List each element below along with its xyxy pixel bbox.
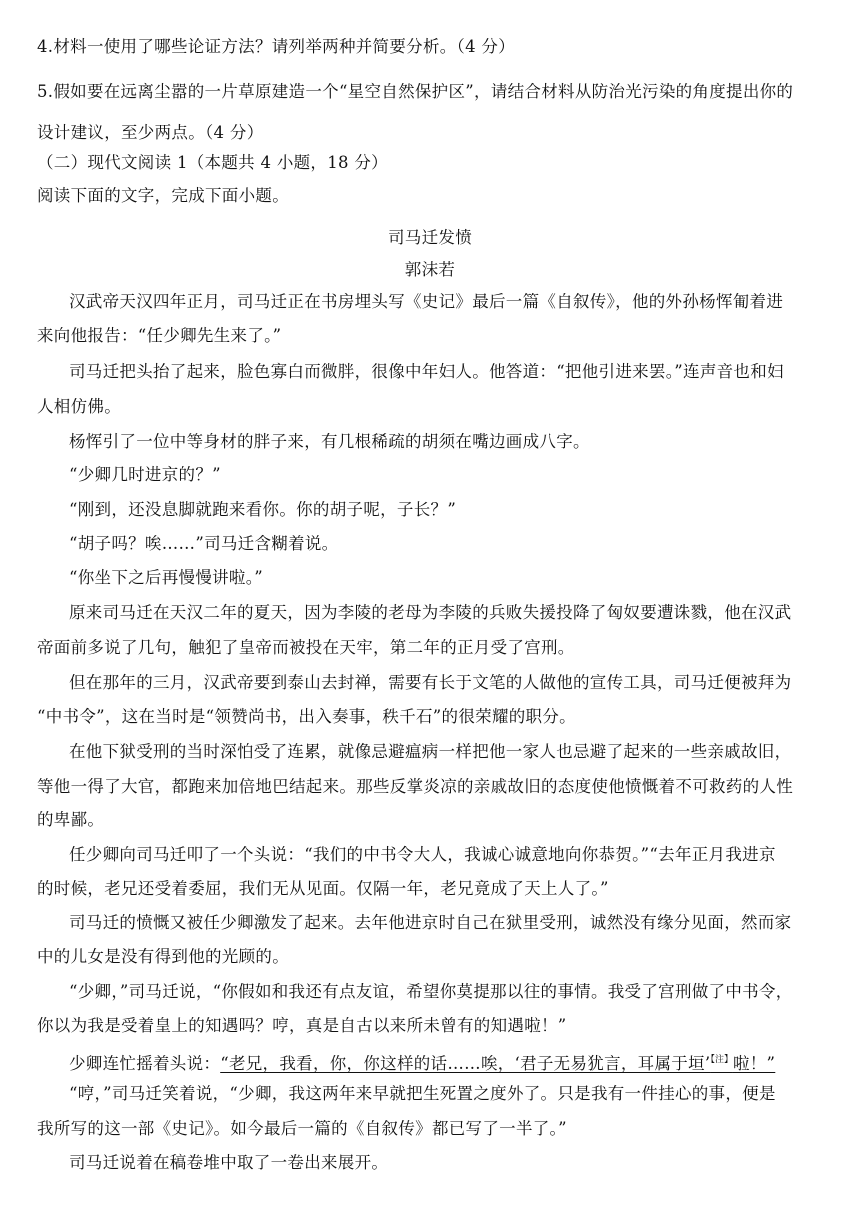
annotation-marker: 【注】 (710, 1055, 733, 1065)
paragraph-line: 司马迁把头抬了起来，脸色寡白而微胖，很像中年妇人。他答道：“把他引进来罢。”连声音也和妇 (69, 362, 784, 381)
paragraph-line: 汉武帝天汉四年正月，司马迁正在书房埋头写《史记》最后一篇《自叙传》，他的外孙杨恽匍着进 (69, 292, 784, 311)
paragraph-line: 我所写的这一部《史记》。如今最后一篇的《自叙传》都已写了一半了。” (37, 1119, 567, 1138)
paragraph-line: 但在那年的三月，汉武帝要到泰山去封禅，需要有长于文笔的人做他的宣传工具，司马迁便被拜为 (69, 673, 792, 692)
paragraph-line: 帝面前多说了几句，触犯了皇帝而被投在天牢，第二年的正月受了宫刑。 (37, 638, 575, 657)
paragraph-line: 原来司马迁在天汉二年的夏天，因为李陵的老母为李陵的兵败失援投降了匈奴要遭诛戮，他在汉武 (69, 603, 792, 622)
paragraph-line: 你以为我是受着皇上的知遇吗？哼，真是自古以来所未曾有的知遇啦！” (37, 1016, 567, 1035)
paragraph-line: 在他下狱受刑的当时深怕受了连累，就像忌避瘟病一样把他一家人也忌避了起来的一些亲戚故旧， (69, 742, 792, 761)
paragraph-line: “中书令”，这在当时是“领赞尚书，出入奏事，秩千石”的很荣耀的职分。 (37, 707, 576, 726)
question-5-cont: 设计建议，至少两点。（4 分） (37, 123, 264, 142)
paragraph-line: 司马迁的愤慨又被任少卿激发了起来。去年他进京时自己在狱里受刑，诚然没有缘分见面，然而家 (69, 913, 792, 932)
paragraph-line: 等他一得了大官，都跑来加倍地巴结起来。那些反掌炎凉的亲戚故旧的态度使他愤慨着不可救药的人性 (37, 777, 793, 796)
paragraph-line: “刚到，还没息脚就跑来看你。你的胡子呢，子长？” (69, 500, 457, 519)
article-title: 司马迁发愤 (388, 228, 472, 247)
underlined-quote-b: 啦！” (732, 1054, 776, 1073)
paragraph-line: “胡子吗？唉……”司马迁含糊着说。 (69, 534, 339, 553)
question-5: 5.假如要在远离尘嚣的一片草原建造一个“星空自然保护区”，请结合材料从防治光污染的角度提出你的 (37, 82, 794, 101)
paragraph-line: 的卑鄙。 (37, 810, 105, 829)
paragraph-line: “哼，”司马迁笑着说，“少卿，我这两年来早就把生死置之度外了。只是我有一件挂心的事，便是 (69, 1084, 776, 1103)
paragraph-line: 中的儿女是没有得到他的光顾的。 (37, 947, 289, 966)
paragraph-line: “少卿，”司马迁说，“你假如和我还有点友谊，希望你莫提那以往的事情。我受了宫刑做了中书令， (69, 982, 793, 1001)
section-heading: （二）现代文阅读 1（本题共 4 小题，18 分） (37, 153, 388, 172)
paragraph-line: 任少卿向司马迁叩了一个头说：“我们的中书令大人，我诚心诚意地向你恭贺。”“去年正月我进京 (69, 845, 776, 864)
paragraph-line: 的时候，老兄还受着委屈，我们无从见面。仅隔一年，老兄竟成了天上人了。” (37, 879, 609, 898)
paragraph-line: 司马迁说着在稿卷堆中取了一卷出来展开。 (69, 1153, 389, 1172)
article-author: 郭沫若 (404, 260, 456, 279)
paragraph-line: 杨恽引了一位中等身材的胖子来，有几根稀疏的胡须在嘴边画成八字。 (69, 432, 590, 451)
paragraph-line: 人相仿佛。 (37, 397, 121, 416)
reading-instruction: 阅读下面的文字，完成下面小题。 (37, 186, 289, 205)
paragraph-line: “你坐下之后再慢慢讲啦。” (69, 568, 264, 587)
paragraph-line-underlined (69, 1050, 828, 1074)
underlined-quote-a: “老兄，我看，你，你这样的话……唉，‘君子无易犹言，耳属于垣’ (220, 1054, 711, 1073)
paragraph-line: 来向他报告：“任少卿先生来了。” (37, 326, 282, 345)
paragraph-line: “少卿几时进京的？” (69, 465, 221, 484)
underlined-quote (220, 1054, 775, 1073)
speaker-lead: 少卿连忙摇着头说： (69, 1054, 221, 1073)
question-4: 4.材料一使用了哪些论证方法？请列举两种并简要分析。（4 分） (37, 37, 516, 56)
